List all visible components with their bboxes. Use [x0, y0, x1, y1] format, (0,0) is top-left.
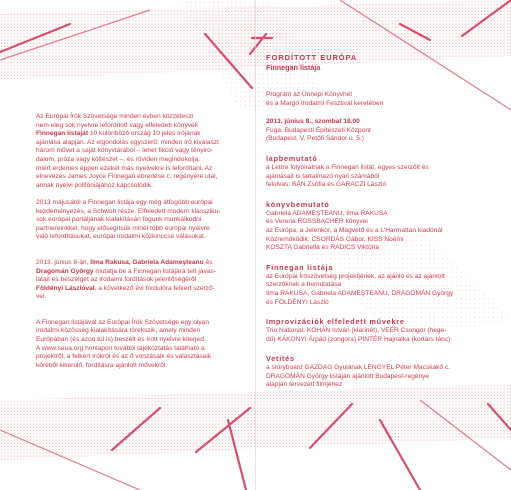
- right-column: [266, 53, 496, 390]
- program-title: FORDÍTOTT EURÓPA: [266, 53, 358, 62]
- section-konyvbemutato: Gabriela ADAMEŞTEANU, Ilma RAKUSA és Verena ROSSBACHER könyvei az Európa, a Jelenkor, a Magvető és a L'Harmattan kiadónál Közreműködik: CSORDÁS Gábor, KISS Noémi KOSZTA Gabriella és RADICS Viktória: [266, 209, 443, 252]
- intro-paragraph: Az Európai Írók Szövetsége minden évben közzéteszi nem elég sok nyelvre lefordított vagy elfeledett könyvek Finnegan listáját 10 különböző ország 10 jeles írójának ajánlása alapján. Az elgondolás egyszerű: minden író kiválaszt három művet a saját könyvtárából – lehet fikció vagy tényiro- dalom, próza vagy költészet –, és röviden megindokolja, miért érdemes éppen ezeket más nyelvekre is lefordítani. Az elnevezés James Joyce Finnegan ébredése c. regényére utal, annak nyelvi polifóniájához kapcsolódik.: [36, 113, 219, 189]
- event-paragraph: 2013. június 8-án, Ilma Rakusa, Gabriela Adameşteanu és Dragomán György mutatja be a Finnegan listájára tett javas- latait és beszélget az irodalmi fordítások jelentőségéről Földényi Lászlóval, a következő évi fordulóra felkért szerző- vel.: [36, 258, 216, 301]
- section-title-lapbemutato: lapbemutató: [266, 153, 318, 163]
- section-title-finnegan: Finnegan listája: [266, 262, 334, 272]
- section-title-improvizaciok: Improvizációk elfeledett művekre: [266, 317, 405, 327]
- section-vetites: a storyboard GAZDAG Gyulának LENGYEL Péter Macskakő c. DRAGOMÁN György listáján ajánlott Budapest-regénye alapján tervezett filmjéhez: [266, 364, 451, 389]
- section-lapbemutato: a Lettre folyóiratnak a Finnegan listát, egyes szerzőit és ajánlásait is tartalmazó nyári számából felolvas: BÁN Zsófia és GARACZI László: [266, 163, 429, 189]
- website-reference: A www.seua.org honlapon további tájékoztatás található a: [36, 344, 205, 352]
- program-subtitle: Finnegan listája: [266, 63, 321, 72]
- left-column: [36, 113, 253, 379]
- schwob-paragraph: 2013 májusától a Finnegan listája egy még átfogóbb európai kezdeményezés, a Schwob része. Elfeledett modern klassziku- sok európai portáljának kialakításán fogunk munkálkodni partnereinkkel, hogy elősegítsük minél több európai nyelvre való lefordításukat, európai irodalmi közkinccsé válásukat.: [36, 198, 221, 241]
- section-finnegan: az Európai Írószövetség projektjének, az ajánló és az ajánlott szerzőknek a bemutatása Ilma RAKUSA, Gabriela ADAMEŞTEANU, DRAGOMÁN György és FÖLDÉNYI László: [266, 272, 454, 306]
- section-title-konyvbemutato: könyvbemutató: [266, 199, 330, 209]
- community-paragraph: A Finnegan listájával az Európai Írók Szövetsége egy olyan irodalmi közösség kialakítására törekszik, amely minden Európában (és azon túl is) beszélt és írott nyelvre kiterjed. A www.seua.org honlapon további tájékoztatás található a projektről, a felkért írókról és az ő vonzásaik és választásaik köréből kikerülő, fordításra ajánlott művekről.: [36, 318, 212, 369]
- program-intro: Program az Ünnepi Könyvhét és a Margó Irodalmi Fesztivál keretében: [266, 91, 384, 107]
- section-title-vetites: Vetítés: [266, 354, 295, 364]
- section-improvizaciok: Trio National: KOHÁN István (klarinét), VEÉR Csongor (hege- dű) KÁKONYI Árpád (zongora) PINTÉR Hajnalka (kortárs tánc): [266, 327, 451, 343]
- date-place: 2013. június 8., szombat 18.00 Fuga, Budapesti Építészeti Központ (Budapest, V. Petőfi Sándor u. 5.): [266, 118, 371, 143]
